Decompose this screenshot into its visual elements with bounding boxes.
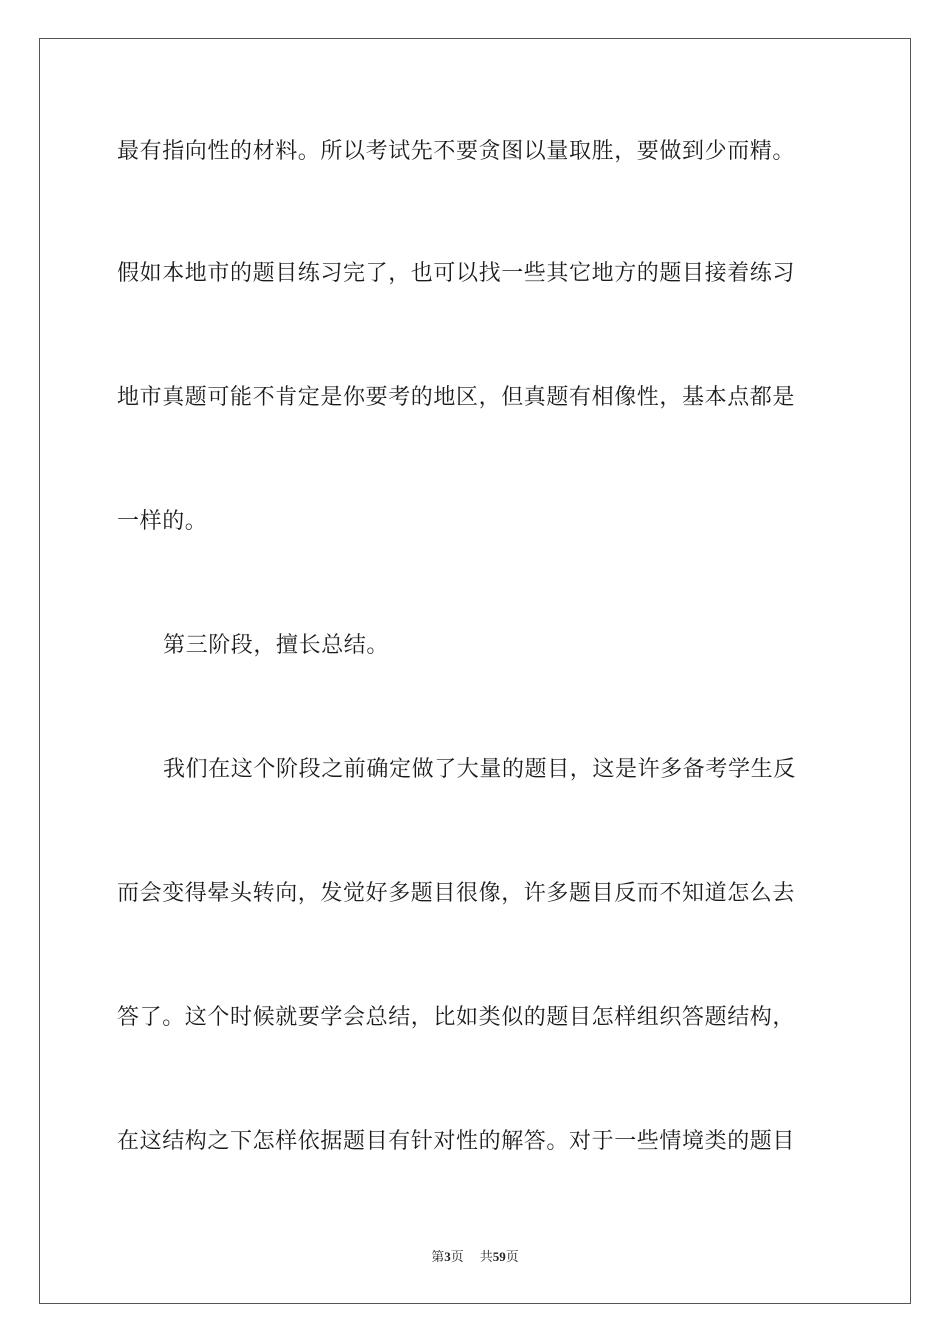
text-line-9: 在这结构之下怎样依据题目有针对性的解答。对于一些情境类的题目 <box>117 1129 796 1154</box>
text-line-2: 假如本地市的题目练习完了，也可以找一些其它地方的题目接着练习 <box>117 261 796 286</box>
text-line-6: 我们在这个阶段之前确定做了大量的题目，这是许多备考学生反 <box>163 757 796 782</box>
text-line-1: 最有指向性的材料。所以考试先不要贪图以量取胜，要做到少而精。 <box>117 139 796 164</box>
section-heading: 第三阶段，擅长总结。 <box>163 633 390 658</box>
page-prefix: 第 <box>431 1250 445 1265</box>
text-line-8: 答了。这个时候就要学会总结，比如类似的题目怎样组织答题结构， <box>117 1005 796 1030</box>
text-line-4: 一样的。 <box>117 509 208 534</box>
page-border <box>39 38 911 1304</box>
page-footer <box>0 1248 950 1267</box>
total-suffix: 页 <box>505 1250 519 1265</box>
page-number: 3 <box>444 1249 451 1264</box>
text-line-7: 而会变得晕头转向，发觉好多题目很像，许多题目反而不知道怎么去 <box>117 881 796 906</box>
text-line-3: 地市真题可能不肯定是你要考的地区，但真题有相像性，基本点都是 <box>117 385 796 410</box>
total-prefix: 共 <box>479 1250 493 1265</box>
page-suffix: 页 <box>450 1250 464 1265</box>
total-pages: 59 <box>492 1249 506 1264</box>
